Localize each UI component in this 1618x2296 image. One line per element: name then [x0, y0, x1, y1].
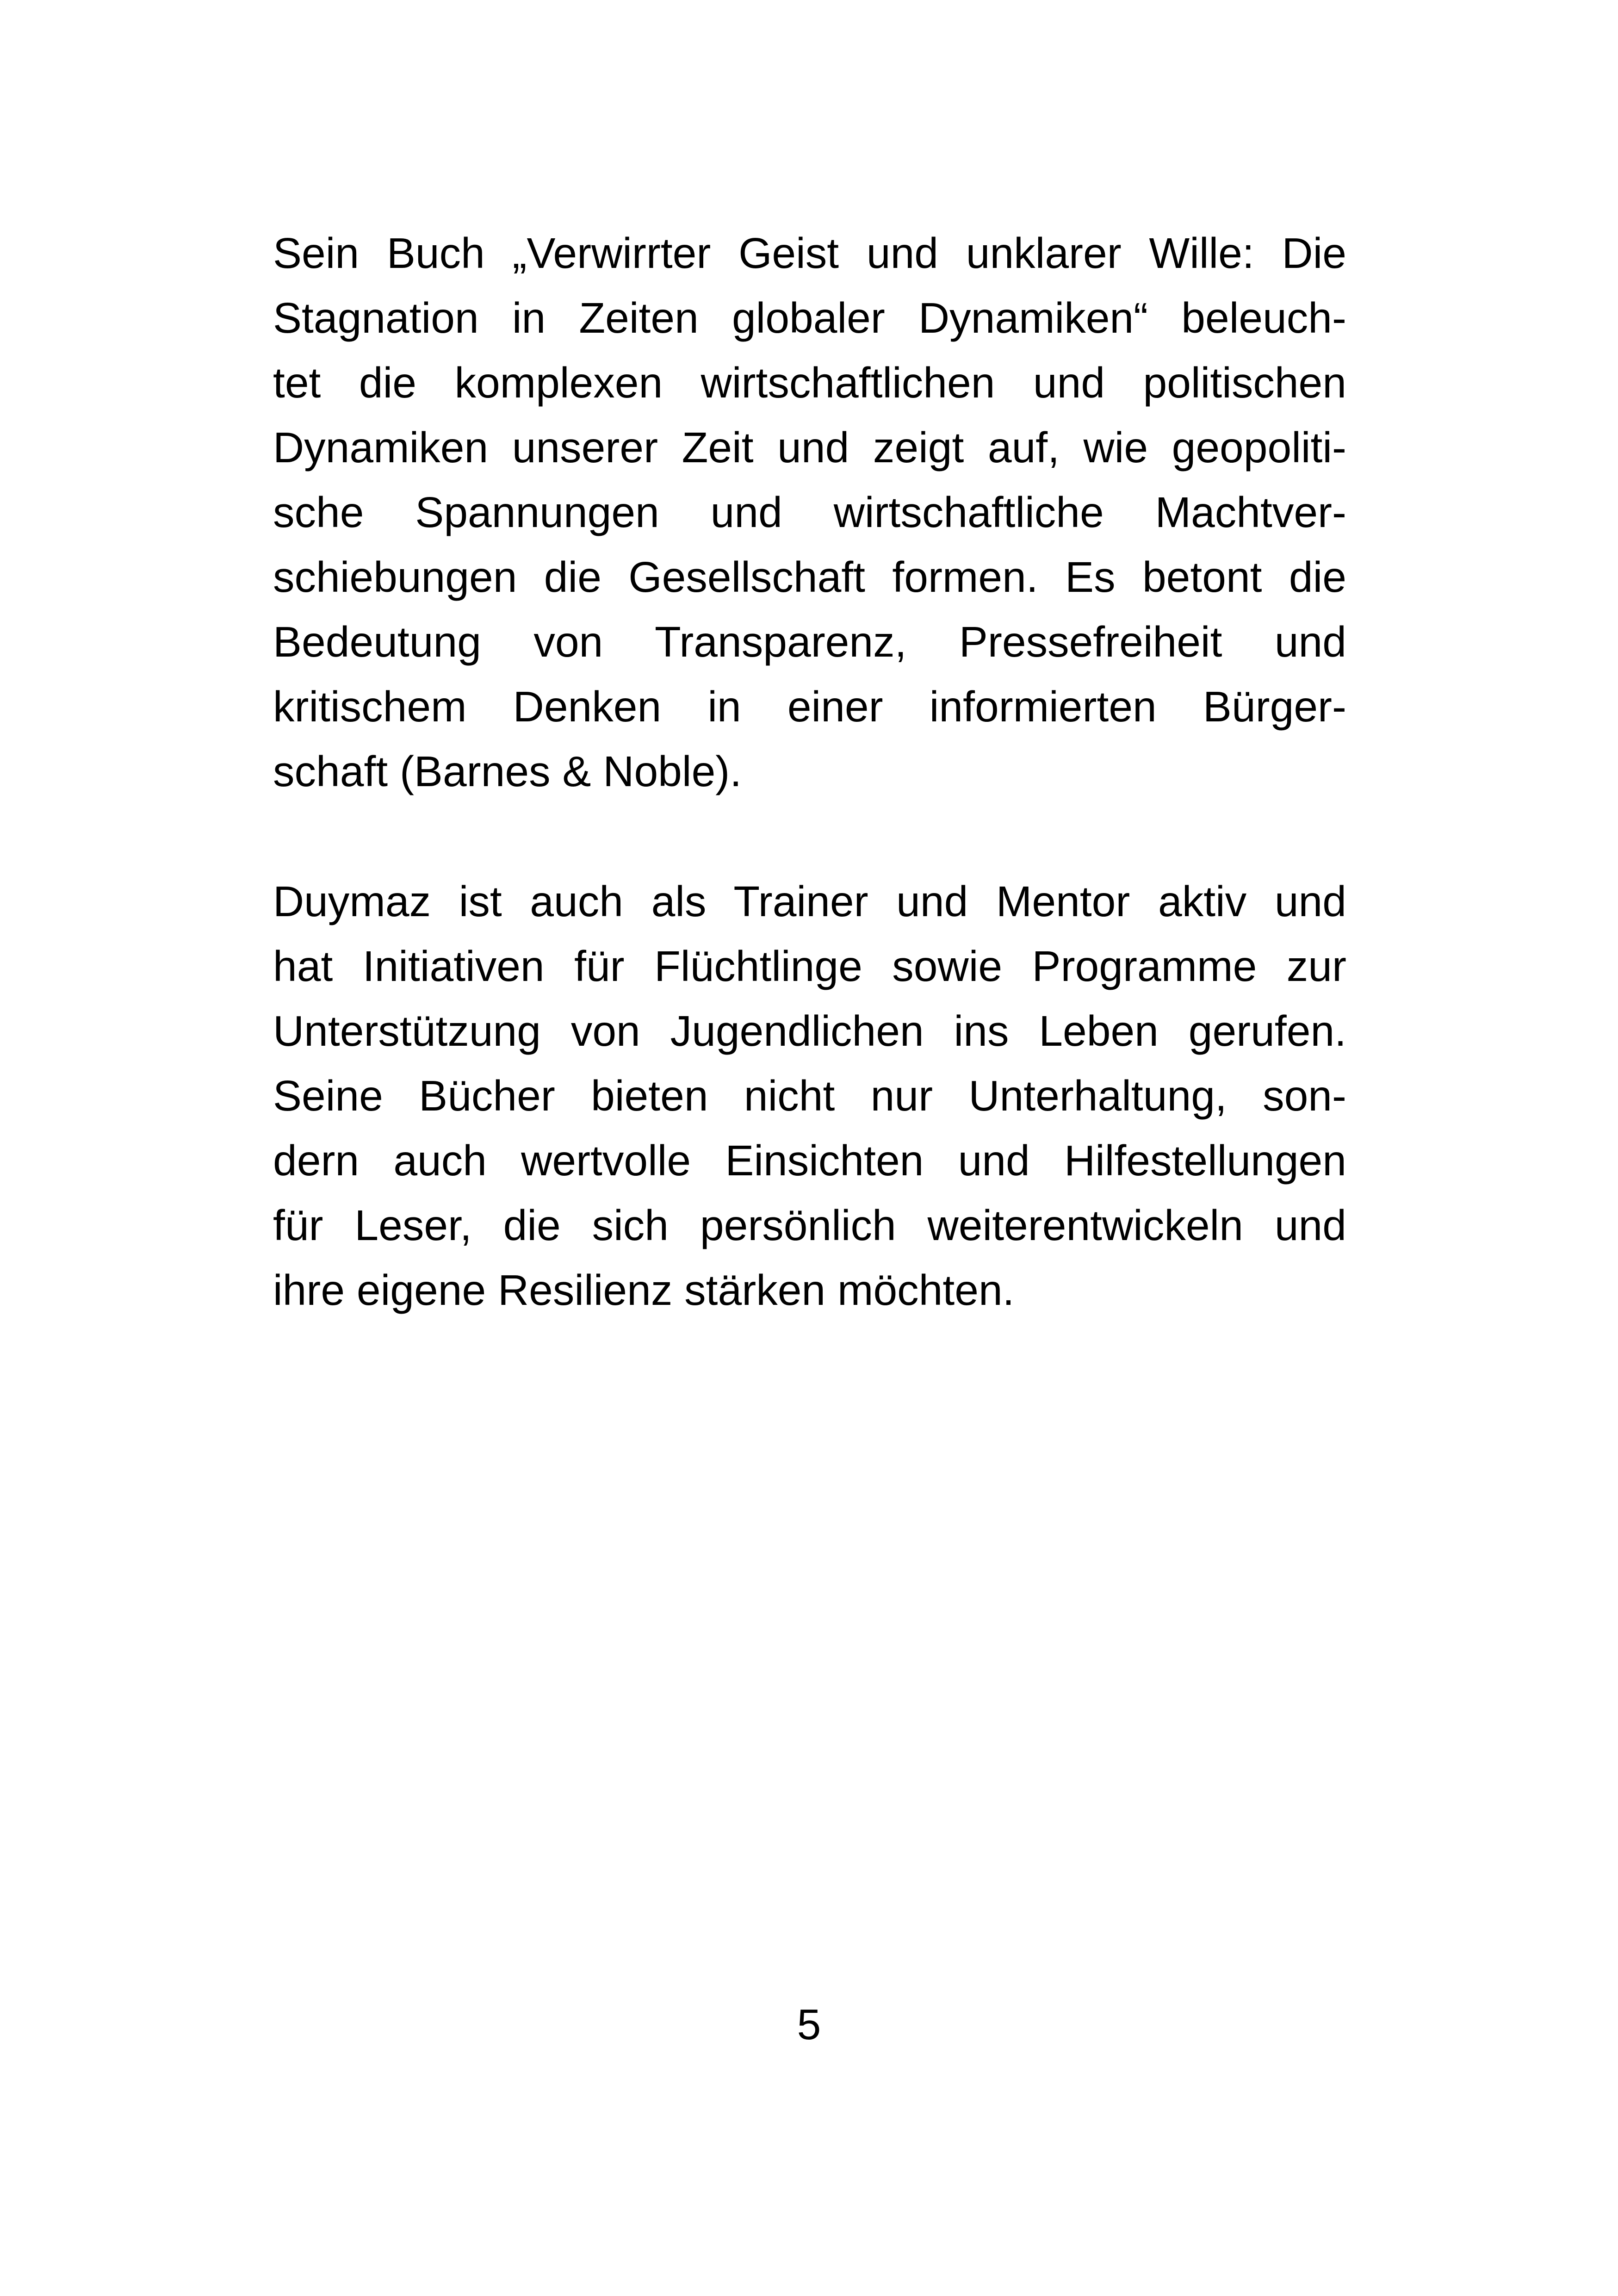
paragraph-line: kritischem Denken in einer informierten Bürger-: [273, 683, 1346, 731]
paragraph-line: Unterstützung von Jugendlichen ins Leben gerufen.: [273, 1007, 1346, 1055]
paragraph-book-description: [273, 221, 1346, 804]
paragraph-line: Stagnation in Zeiten globaler Dynamiken“ beleuch-: [273, 294, 1346, 342]
paragraph-line: sche Spannungen und wirtschaftliche Machtver-: [273, 488, 1346, 536]
paragraph-line: hat Initiativen für Flüchtlinge sowie Programme zur: [273, 942, 1346, 990]
paragraph-author-activities: [273, 869, 1346, 1322]
paragraph-line: für Leser, die sich persönlich weiterentwickeln und: [273, 1201, 1346, 1249]
paragraph-line: ihre eigene Resilienz stärken möchten.: [273, 1266, 1015, 1314]
paragraph-line: tet die komplexen wirtschaftlichen und politischen: [273, 359, 1346, 407]
paragraph-line: dern auch wertvolle Einsichten und Hilfestellungen: [273, 1136, 1346, 1185]
paragraph-line: Seine Bücher bieten nicht nur Unterhaltung, son-: [273, 1072, 1346, 1120]
paragraph-line: Duymaz ist auch als Trainer und Mentor aktiv und: [273, 877, 1346, 925]
paragraph-line: Dynamiken unserer Zeit und zeigt auf, wie geopoliti-: [273, 423, 1346, 472]
paragraph-line: schiebungen die Gesellschaft formen. Es betont die: [273, 553, 1346, 601]
paragraph-line: schaft (Barnes & Noble).: [273, 747, 742, 795]
paragraph-line: Bedeutung von Transparenz, Pressefreiheit und: [273, 618, 1346, 666]
paragraph-line: Sein Buch „Verwirrter Geist und unklarer Wille: Die: [273, 229, 1346, 277]
page-number: 5: [797, 2000, 821, 2048]
